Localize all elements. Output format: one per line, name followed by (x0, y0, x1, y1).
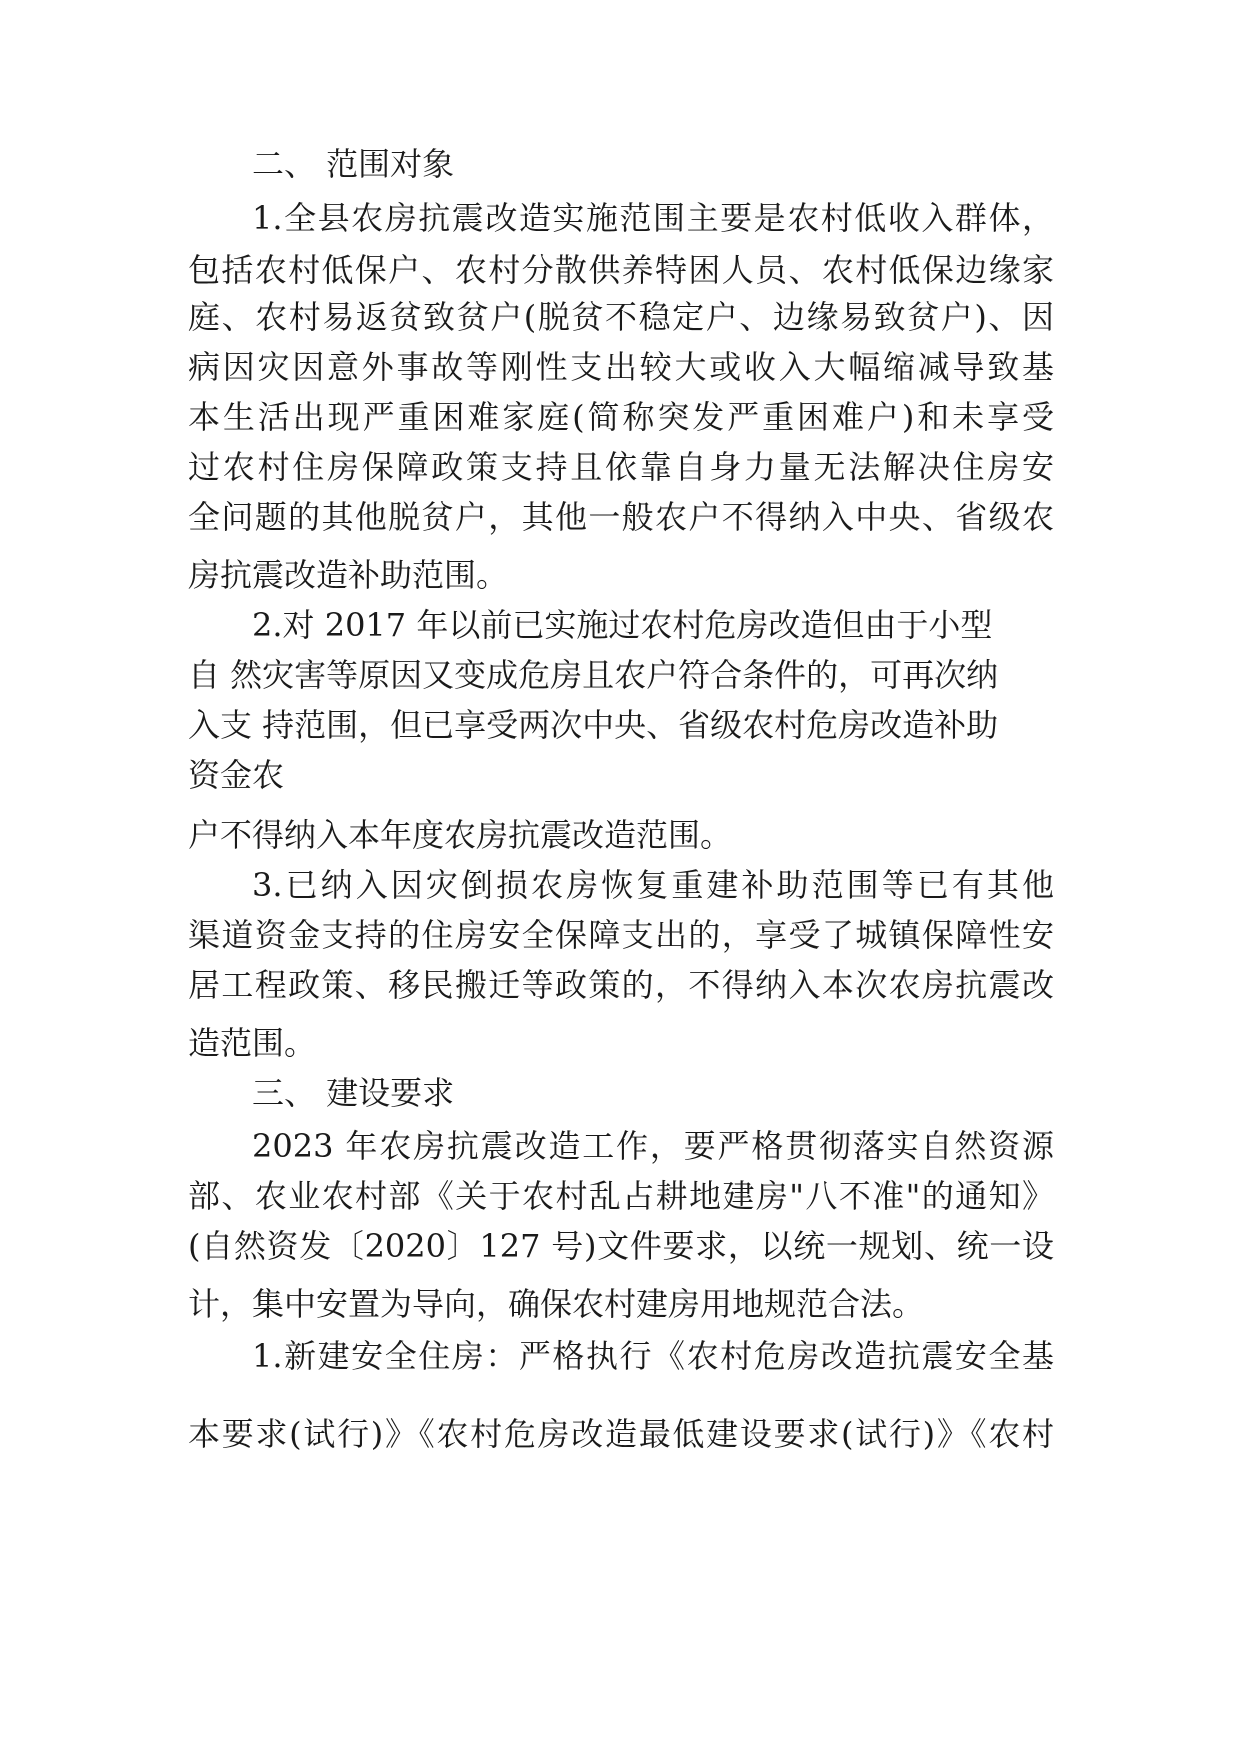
paragraph-line: (自然资发〔2020〕127 号)文件要求，以统一规划、统一设 (188, 1227, 1054, 1265)
paragraph-line: 资金农 (188, 756, 285, 794)
paragraph-line: 入支 持范围，但已享受两次中央、省级农村危房改造补助 (188, 706, 999, 744)
section-heading-scope: 二、 范围对象 (252, 145, 455, 183)
section-heading-requirements: 三、 建设要求 (252, 1074, 455, 1112)
paragraph-line: 病因灾因意外事故等刚性支出较大或收入大幅缩减导致基 (188, 348, 1054, 386)
paragraph-line: 计，集中安置为导向，确保农村建房用地规范合法。 (188, 1285, 925, 1323)
paragraph-line: 渠道资金支持的住房安全保障支出的，享受了城镇保障性安 (188, 916, 1054, 954)
paragraph-line: 1.全县农房抗震改造实施范围主要是农村低收入群体， (252, 199, 1054, 237)
paragraph-line: 庭、农村易返贫致贫户(脱贫不稳定户、边缘易致贫户)、因 (188, 298, 1054, 336)
paragraph-line: 户不得纳入本年度农房抗震改造范围。 (188, 816, 733, 854)
paragraph-line: 2.对 2017 年以前已实施过农村危房改造但由于小型 (252, 606, 993, 644)
paragraph-line: 居工程政策、移民搬迁等政策的，不得纳入本次农房抗震改 (188, 966, 1054, 1004)
paragraph-line: 包括农村低保户、农村分散供养特困人员、农村低保边缘家 (188, 251, 1054, 289)
paragraph-line: 造范围。 (188, 1024, 317, 1062)
paragraph-line: 房抗震改造补助范围。 (188, 556, 509, 594)
paragraph-line: 1.新建安全住房：严格执行《农村危房改造抗震安全基 (252, 1337, 1054, 1375)
paragraph-line: 本要求(试行)》《农村危房改造最低建设要求(试行)》《农村 (188, 1415, 1054, 1453)
paragraph-line: 本生活出现严重困难家庭(简称突发严重困难户)和未享受 (188, 398, 1054, 436)
paragraph-line: 2023 年农房抗震改造工作，要严格贯彻落实自然资源 (252, 1127, 1054, 1165)
paragraph-line: 全问题的其他脱贫户，其他一般农户不得纳入中央、省级农 (188, 498, 1054, 536)
paragraph-line: 3.已纳入因灾倒损农房恢复重建补助范围等已有其他 (252, 866, 1054, 904)
paragraph-line: 部、农业农村部《关于农村乱占耕地建房"八不准"的通知》 (188, 1177, 1054, 1215)
paragraph-line: 自 然灾害等原因又变成危房且农户符合条件的，可再次纳 (188, 656, 999, 694)
paragraph-line: 过农村住房保障政策支持且依靠自身力量无法解决住房安 (188, 448, 1054, 486)
